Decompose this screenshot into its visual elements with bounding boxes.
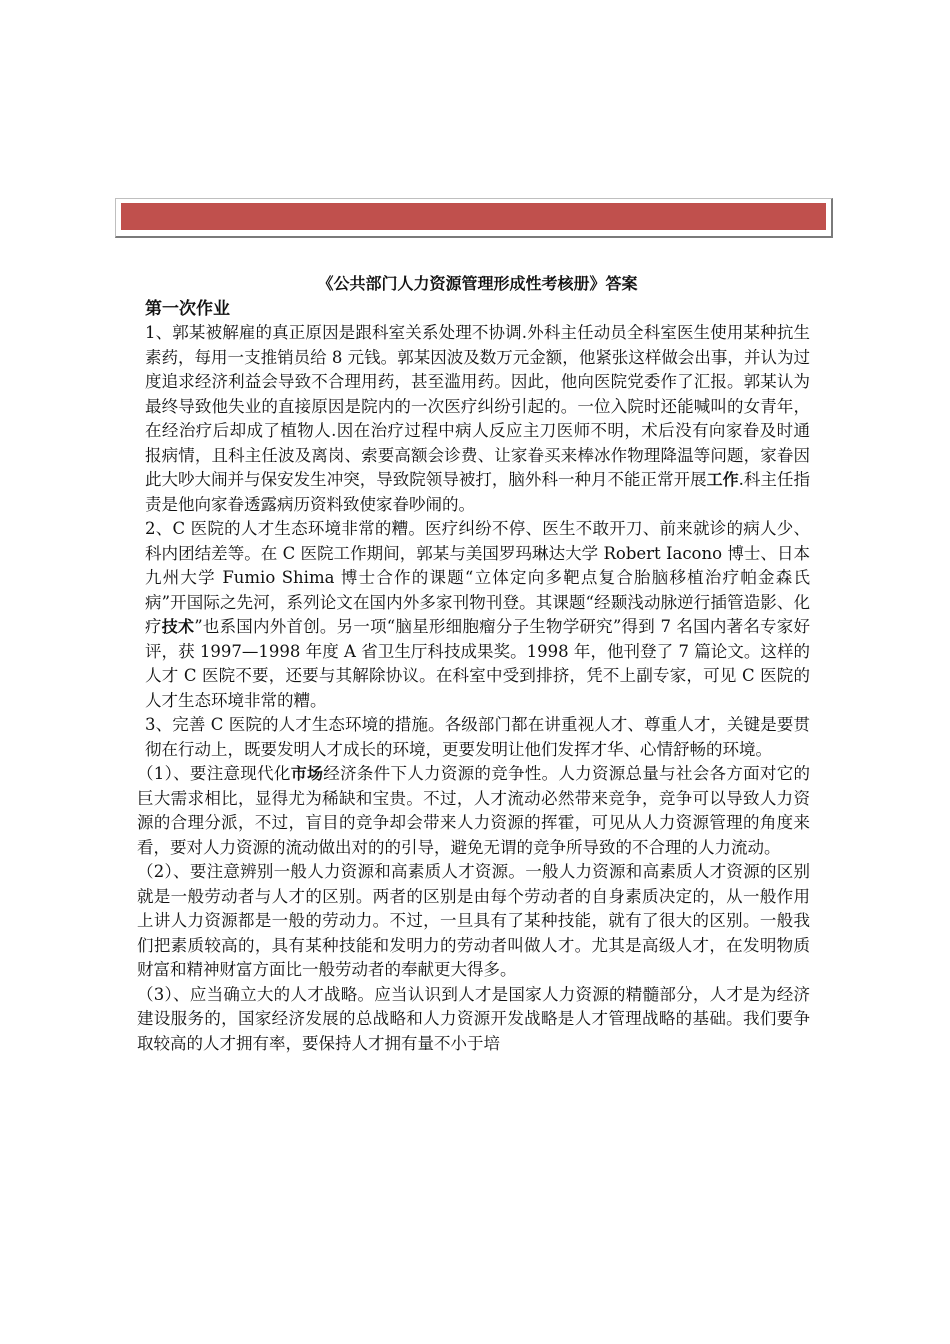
document-title: 《公共部门人力资源管理形成性考核册》答案: [317, 274, 638, 293]
header-banner-fill: [121, 203, 826, 230]
paragraph-1: [145, 321, 810, 517]
sub-item-3: （3）、应当确立大的人才战略。应当认识到人才是国家人力资源的精髓部分，人才是为经济建设服务的，国家经济发展的总战略和人力资源开发战略是人才管理战略的基础。我们要争取较高的人才拥有率，要保持人才拥有量不小于培: [137, 984, 810, 1053]
paragraph-2-text-a: 2、C 医院的人才生态环境非常的糟。医疗纠纷不停、医生不敢开刀、前来就诊的病人少、科内团结差等。在 C 医院工作期间，郭某与美国罗玛琳达大学 Robert Iacono 博士、日本九州大学 Fumio Shima 博士合作的课题“立体定向多靶点复合胎脑移植治疗帕金森氏病”开国际之先河，系列论文在国内外多家刊物刊登。其课题“经颞浅动脉逆行插管造影、化疗: [145, 519, 810, 636]
sub-item-1-text-a: （1）、要注意现代化: [137, 764, 291, 783]
paragraph-3: 3、完善 C 医院的人才生态环境的措施。各级部门都在讲重视人才、尊重人才，关键是要贯彻在行动上，既要发明人才成长的环境，更要发明让他们发挥才华、心情舒畅的环境。: [145, 715, 810, 759]
sub-item-1: [137, 762, 810, 860]
paragraph-1-text-b: .科主任指责是他向家眷透露病历资料致使家眷吵闹的。: [145, 470, 810, 514]
keyword-market: 市场: [290, 764, 324, 783]
header-banner: [115, 198, 833, 238]
section-heading: 第一次作业: [145, 298, 230, 319]
document-body: [137, 272, 810, 1056]
paragraph-2: [145, 517, 810, 713]
paragraph-1-text-a: 1、郭某被解雇的真正原因是跟科室关系处理不协调.外科主任动员全科室医生使用某种抗生素药，每用一支推销员给 8 元钱。郭某因波及数万元金额，他紧张这样做会出事，并认为过度追求经济利益会导致不合理用药，甚至滥用药。因此，他向医院党委作了汇报。郭某认为最终导致他失业的直接原因是院内的一次医疗纠纷引起的。一位入院时还能喊叫的女青年，在经治疗后却成了植物人.因在治疗过程中病人反应主刀医师不明，术后没有向家眷及时通报病情，且科主任波及离岗、索要高额会诊费、让家眷买来棒冰作物理降温等问题，家眷因此大吵大闹并与保安发生冲突，导致院领导被打，脑外科一种月不能正常开展: [145, 323, 810, 489]
keyword-work: 工作: [706, 470, 739, 489]
sub-item-2: （2）、要注意辨别一般人力资源和高素质人才资源。一般人力资源和高素质人才资源的区别就是一般劳动者与人才的区别。两者的区别是由每个劳动者的自身素质决定的，从一般作用上讲人力资源都是一般的劳动力。不过，一旦具有了某种技能，就有了很大的区别。一般我们把素质较高的，具有某种技能和发明力的劳动者叫做人才。尤其是高级人才，在发明物质财富和精神财富方面比一般劳动者的奉献更大得多。: [137, 862, 810, 979]
sub-item-1-text-b: 经济条件下人力资源的竞争性。人力资源总量与社会各方面对它的巨大需求相比，显得尤为稀缺和宝贵。不过，人才流动必然带来竞争，竞争可以导致人力资源的合理分派，不过，盲目的竞争却会带来人力资源的挥霍，可见从人力资源管理的角度来看，要对人力资源的流动做出对的的引导，避免无谓的竞争所导致的不合理的人力流动。: [137, 764, 810, 857]
keyword-technology: 技术: [161, 617, 195, 636]
paragraph-2-text-b: ”也系国内外首创。另一项“脑星形细胞瘤分子生物学研究”得到 7 名国内著名专家好评，获 1997—1998 年度 A 省卫生厅科技成果奖。1998 年，他刊登了 7 篇论文。这样的人才 C 医院不要，还要与其解除协议。在科室中受到排挤，凭不上副专家，可见 C 医院的人才生态环境非常的糟。: [145, 617, 810, 710]
